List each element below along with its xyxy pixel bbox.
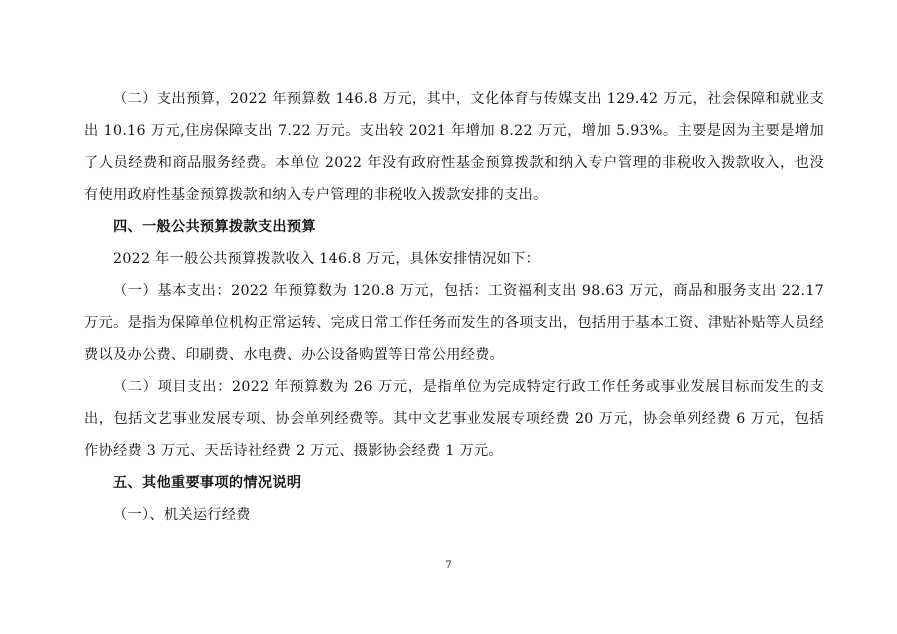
section-heading-other-matters: 五、其他重要事项的情况说明 bbox=[113, 475, 302, 491]
page-number: 7 bbox=[445, 560, 452, 571]
paragraph-basic-expenditure: （一）基本支出：2022 年预算数为 120.8 万元，包括：工资福利支出 98.63 万元，商品和服务支出 22.17 万元。是指为保障单位机构正常运转、完成日常工作任务而发生的各项支出，包括用于基本工资、津贴补贴等人员经费以及办公费、印刷费、水电费、办公设备购置等日常公用经费。 bbox=[84, 283, 824, 363]
document-body bbox=[84, 83, 824, 531]
paragraph-expenditure-budget: （二）支出预算，2022 年预算数 146.8 万元，其中，文化体育与传媒支出 129.42 万元，社会保障和就业支出 10.16 万元,住房保障支出 7.22 万元。支出较 2021 年增加 8.22 万元，增加 5.93%。主要是因为主要是增加了人员经费和商品服务经费。本单位 2022 年没有政府性基金预算拨款和纳入专户管理的非税收入拨款收入，也没有使用政府性基金预算拨款和纳入专户管理的非税收入拨款安排的支出。 bbox=[84, 91, 824, 203]
paragraph-agency-operating-costs: （一）、机关运行经费 bbox=[113, 507, 251, 523]
section-heading-general-budget: 四、一般公共预算拨款支出预算 bbox=[113, 219, 316, 235]
paragraph-project-expenditure: （二）项目支出：2022 年预算数为 26 万元，是指单位为完成特定行政工作任务或事业发展目标而发生的支出，包括文艺事业发展专项、协会单列经费等。其中文艺事业发展专项经费 20 万元，协会单列经费 6 万元，包括作协经费 3 万元、天岳诗社经费 2 万元、摄影协会经费 1 万元。 bbox=[84, 379, 824, 459]
paragraph-general-budget-income: 2022 年一般公共预算拨款收入 146.8 万元，具体安排情况如下： bbox=[113, 251, 541, 267]
